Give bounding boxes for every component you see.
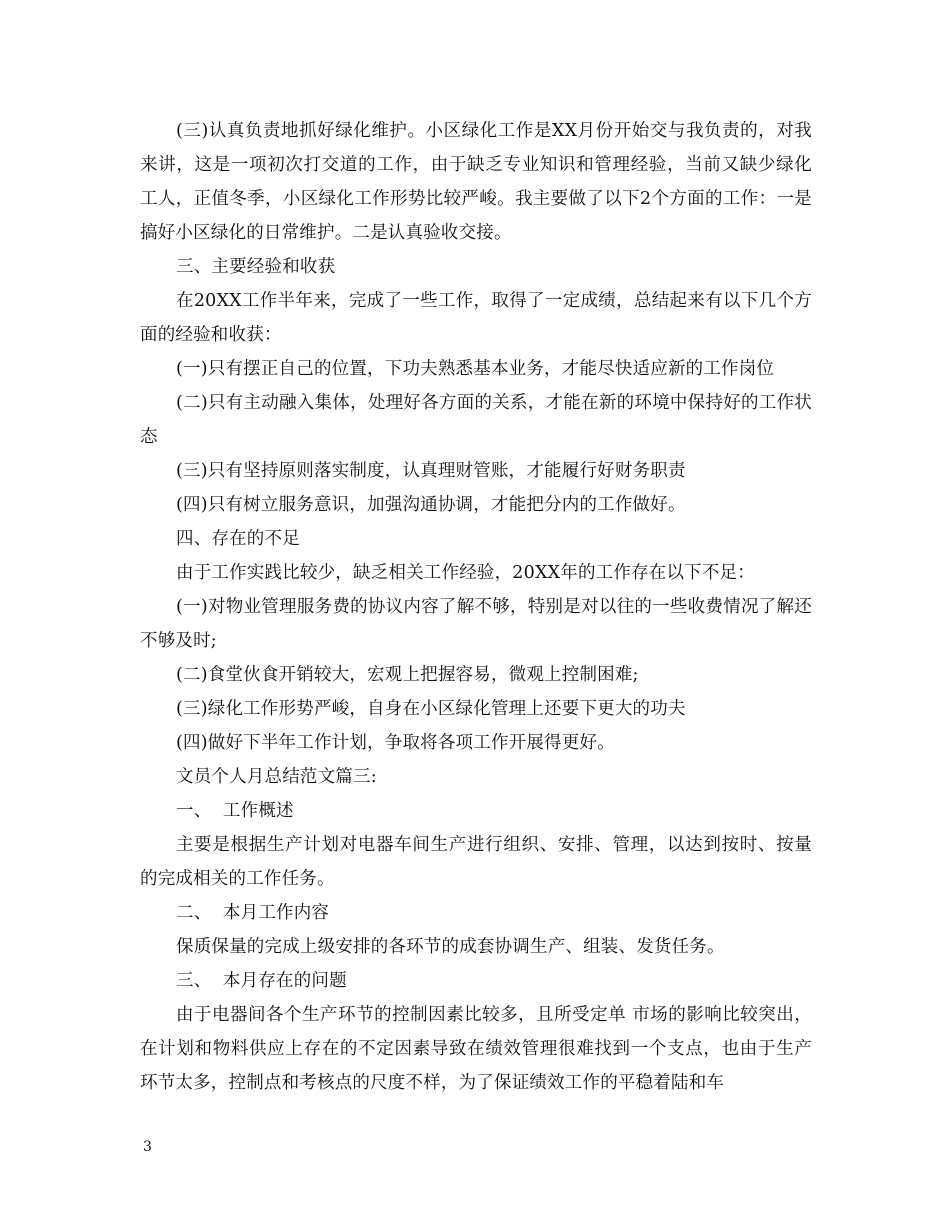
paragraph-greening-maintenance: (三)认真负责地抓好绿化维护。小区绿化工作是XX月份开始交与我负责的，对我来讲，这是一项初次打交道的工作，由于缺乏专业知识和管理经验，当前又缺少绿化工人，正值冬季，小区绿化工作形势比较严峻。我主要做了以下2个方面的工作：一是搞好小区绿化的日常维护。二是认真验收交接。 (140, 121, 812, 243)
page-number: 3 (143, 1139, 152, 1155)
paragraph-shortcoming-item-3: (三)绿化工作形势严峻，自身在小区绿化管理上还要下更大的功夫 (176, 699, 686, 719)
paragraph-experience-item-2: (二)只有主动融入集体，处理好各方面的关系，才能在新的环境中保持好的工作状态 (140, 393, 812, 447)
paragraph-shortcoming-item-1: (一)对物业管理服务费的协议内容了解不够，特别是对以往的一些收费情况了解还不够及时; (140, 597, 812, 651)
section-heading-monthly-work: 二、 本月工作内容 (176, 903, 330, 923)
paragraph-problems: 由于电器间各个生产环节的控制因素比较多，且所受定单 市场的影响比较突出，在计划和物料供应上存在的不定因素导致在绩效管理很难找到一个支点，也由于生产环节太多，控制点和考核点的尺度不样，为了保证绩效工作的平稳着陆和车 (140, 1005, 812, 1093)
paragraph-shortcomings-intro: 由于工作实践比较少，缺乏相关工作经验，20XX年的工作存在以下不足： (176, 563, 755, 583)
paragraph-shortcoming-item-4: (四)做好下半年工作计划，争取将各项工作开展得更好。 (176, 733, 615, 753)
section-heading-shortcomings: 四、存在的不足 (176, 529, 300, 549)
paragraph-shortcoming-item-2: (二)食堂伙食开销较大，宏观上把握容易，微观上控制困难; (176, 665, 639, 685)
article-title: 文员个人月总结范文篇三: (176, 767, 377, 787)
paragraph-overview: 主要是根据生产计划对电器车间生产进行组织、安排、管理，以达到按时、按量的完成相关的工作任务。 (140, 835, 812, 889)
paragraph-monthly-work: 保质保量的完成上级安排的各环节的成套协调生产、组装、发货任务。 (176, 937, 725, 957)
paragraph-experience-item-3: (三)只有坚持原则落实制度，认真理财管账，才能履行好财务职责 (176, 461, 686, 481)
section-heading-overview: 一、 工作概述 (176, 801, 294, 821)
paragraph-experience-intro: 在20XX工作半年来，完成了一些工作，取得了一定成绩，总结起来有以下几个方面的经验和收获： (140, 291, 812, 345)
paragraph-experience-item-1: (一)只有摆正自己的位置，下功夫熟悉基本业务，才能尽快适应新的工作岗位 (176, 359, 775, 379)
paragraph-experience-item-4: (四)只有树立服务意识，加强沟通协调，才能把分内的工作做好。 (176, 495, 686, 515)
section-heading-experience: 三、主要经验和收获 (176, 257, 336, 277)
document-body (140, 114, 812, 1100)
section-heading-problems: 三、 本月存在的问题 (176, 971, 347, 991)
